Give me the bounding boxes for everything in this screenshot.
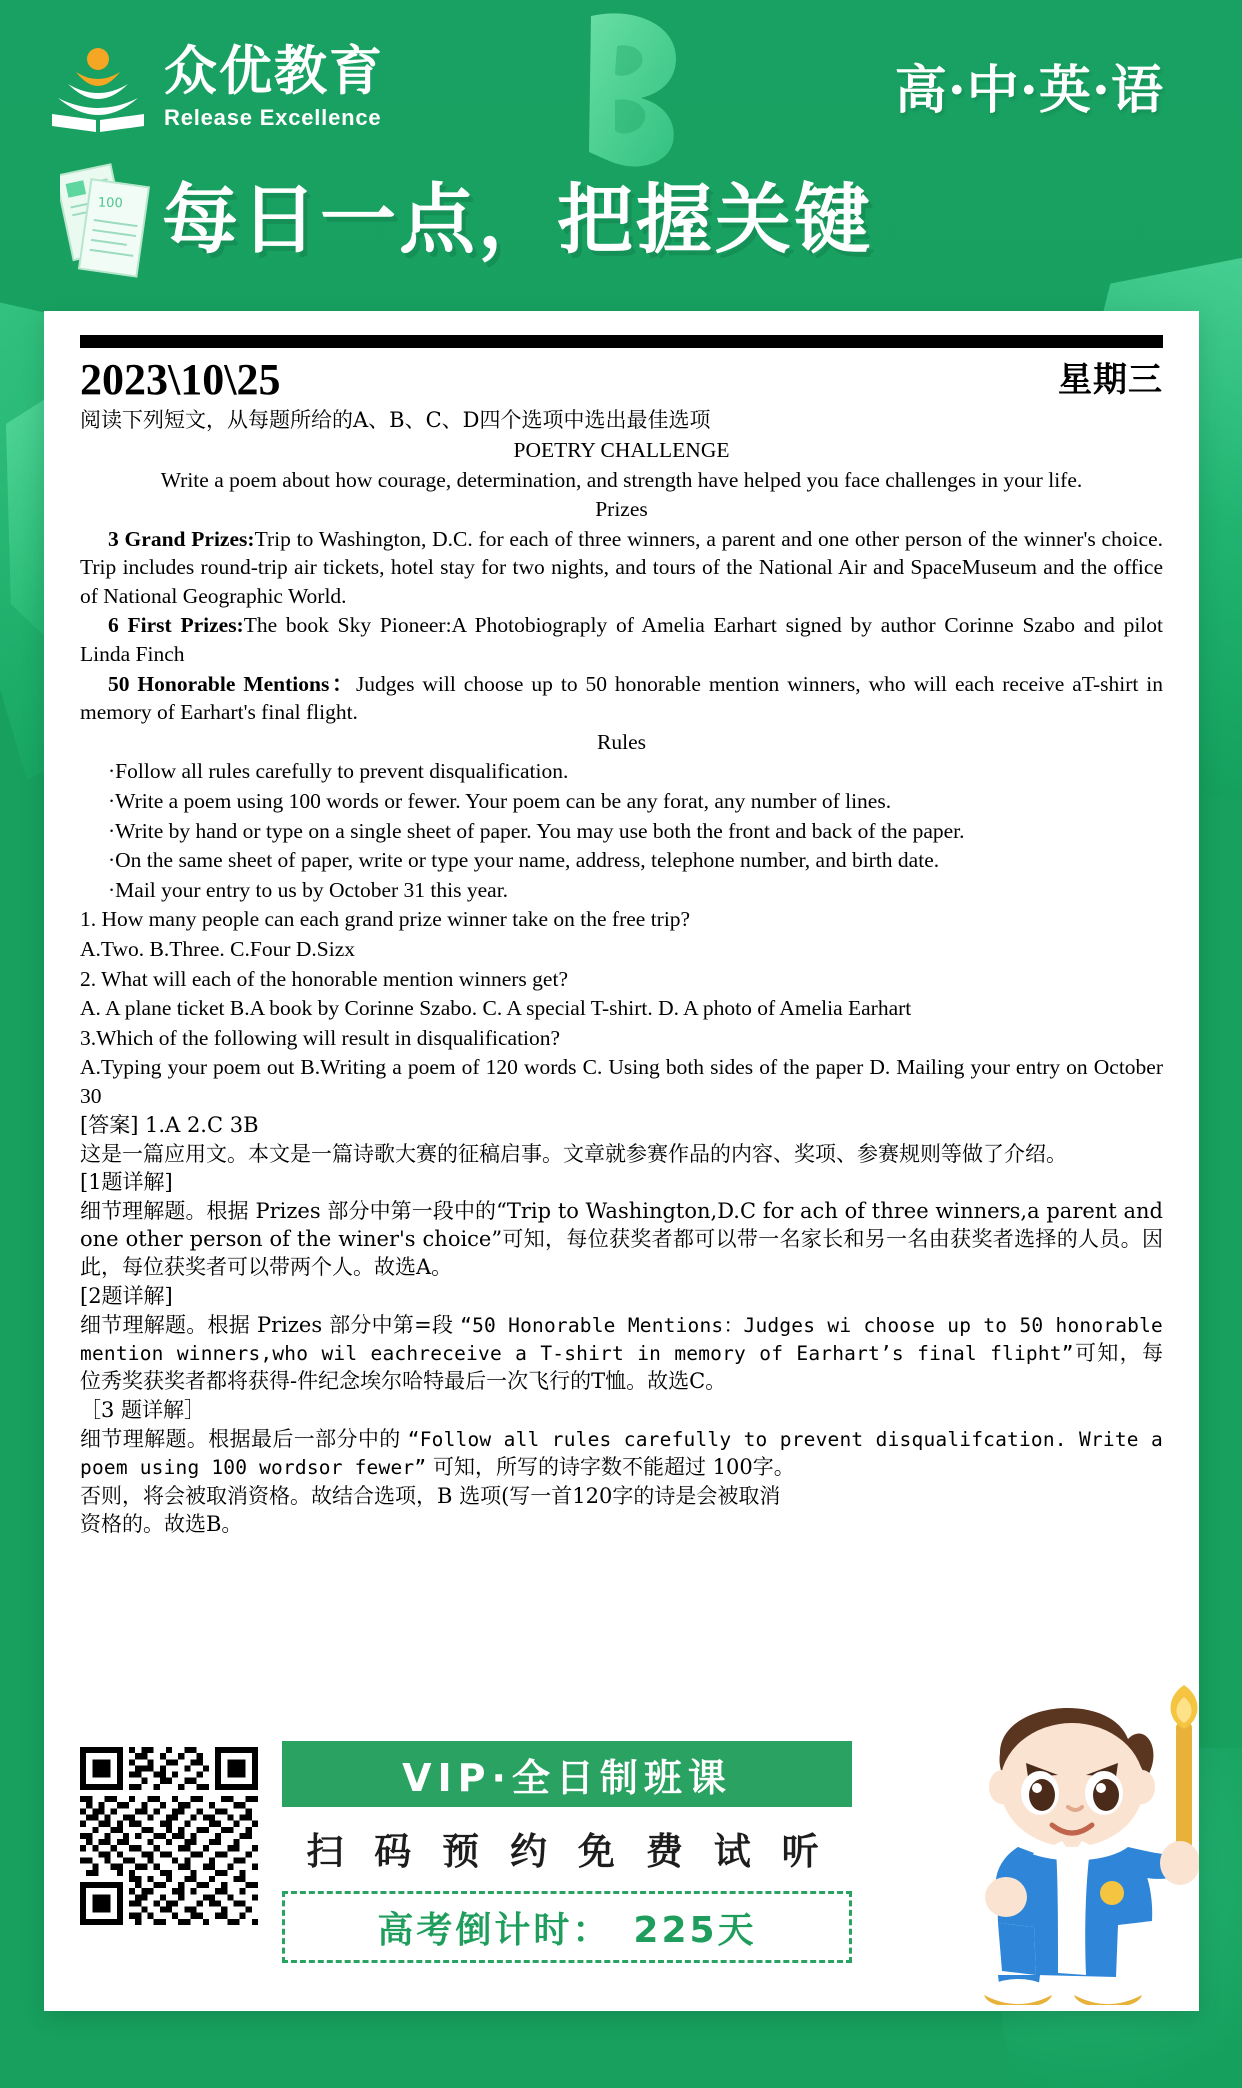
passage-title: POETRY CHALLENGE xyxy=(513,437,730,462)
vip-label: VIP·全日制班课 xyxy=(402,1755,732,1800)
explanation-body: 细节理解题。根据 Prizes 部分中第一段中的“Trip to Washington,D.C for ach of three winners,a parent and one other person of the winer's choice”可知，每位获奖者都可以带一名家长和另一名由获奖者选择的人员。因此，每位获奖者可以带两个人。故选A。 xyxy=(80,1199,1163,1280)
brand-name-cn: 众优教育 xyxy=(164,41,384,102)
rule-item: ·On the same sheet of paper, write or type your name, address, telephone number, and birth date. xyxy=(108,848,940,873)
countdown-days: 225天 xyxy=(633,1909,757,1951)
prize-grand-text: Trip to Washington, D.C. for each of three winners, a parent and one other person of the winner's choice. Trip includes round-trip air tickets, hotel stay for two nights, and tours of the National Air and SpaceMuseum and the office of National Geographic World. xyxy=(80,526,1163,608)
slogan-text: 每日一点，把握关键 xyxy=(162,175,873,264)
explanation-title: [2题详解] xyxy=(80,1284,173,1309)
rule-item: ·Write a poem using 100 words or fewer. Your poem can be any forat, any number of lines. xyxy=(108,789,892,814)
explanation-suffix: 可知，所写的诗字数不能超过 100字。 xyxy=(432,1454,795,1479)
explanation-quote: “Follow all rules carefully to prevent disqualifcation. Write a poem using 100 wordsor fewer” xyxy=(80,1427,1163,1479)
question-options: A.Typing your poem out B.Writing a poem of 120 words C. Using both sides of the paper D. Mailing your entry on October 30 xyxy=(80,1055,1163,1108)
prize-item-first xyxy=(80,611,1163,668)
badge-letter-b-icon xyxy=(545,8,695,168)
brand-tagline-en: Release Excellence xyxy=(164,105,382,130)
rule-item: ·Write by hand or type on a single sheet of paper. You may use both the front and back of the paper. xyxy=(108,818,965,843)
date-label: 2023\10\25 xyxy=(80,355,281,404)
explanation-prefix: 细节理解题。根据最后一部分中的 xyxy=(80,1426,401,1451)
promo-footer xyxy=(80,1741,1160,1971)
countdown-label: 高考倒计时： xyxy=(377,1909,612,1951)
prize-honorable-text: Judges will choose up to 50 honorable mention winners, who will each receive aT-shirt in memory of Earhart's final flight. xyxy=(80,671,1163,725)
book-lamp-logo-icon xyxy=(46,42,150,134)
prizes-heading: Prizes xyxy=(595,497,648,522)
worksheet-card xyxy=(44,311,1199,2011)
prize-first-text: The book Sky Pioneer:A Photobiograply of Amelia Earhart signed by author Corinne Szabo and pilot Linda Finch xyxy=(80,613,1163,667)
prize-item-honorable xyxy=(80,670,1163,727)
explanation-tail-line: 否则，将会被取消资格。故结合选项，B 选项(写一首120字的诗是会被取消 xyxy=(80,1483,781,1508)
slogan-block xyxy=(60,160,873,280)
rule-item: ·Mail your entry to us by October 31 this year. xyxy=(108,877,509,902)
subject-title: 高·中·英·语 xyxy=(894,60,1164,121)
instruction-line: 阅读下列短文，从每题所给的A、B、C、D四个选项中选出最佳选项 xyxy=(80,408,711,432)
page-header xyxy=(0,0,1242,310)
explanation-title: ［3 题详解］ xyxy=(80,1397,206,1422)
explanation-suffix: 可知，每位秀奖获奖者都将获得-件纪念埃尔哈特最后一次飞行的T恤。故选C。 xyxy=(80,1340,1163,1393)
svg-text:100: 100 xyxy=(97,195,123,212)
question-stem: 3.Which of the following will result in disqualification? xyxy=(80,1025,561,1050)
question-options: A.Two. B.Three. C.Four D.Sizx xyxy=(80,937,355,962)
explanation-body xyxy=(80,1312,1163,1396)
prize-first-label: 6 First Prizes: xyxy=(108,613,244,638)
weekday-label: 星期三 xyxy=(1058,360,1163,400)
promo-text-block xyxy=(282,1741,852,1963)
passage-lead: Write a poem about how courage, determination, and strength have helped you face challenges in your life. xyxy=(160,467,1083,492)
prize-grand-label: 3 Grand Prizes: xyxy=(108,526,255,551)
explanation-tail-line: 资格的。故选B。 xyxy=(80,1512,243,1537)
question-stem: 2. What will each of the honorable mention winners get? xyxy=(80,966,568,991)
explanation-body xyxy=(80,1426,1163,1482)
gaokao-countdown xyxy=(282,1891,852,1963)
paper-sheets-icon xyxy=(60,160,156,280)
date-row xyxy=(74,348,1169,405)
scan-cta-label: 扫 码 预 约 免 费 试 听 xyxy=(306,1830,828,1873)
brand-logo xyxy=(46,42,384,134)
mascot-student-icon xyxy=(940,1675,1199,2005)
passage-summary: 这是一篇应用文。本文是一篇诗歌大赛的征稿启事。文章就参赛作品的内容、奖项、参赛规则等做了介绍。 xyxy=(80,1141,1067,1166)
vip-banner[interactable] xyxy=(282,1741,852,1807)
qr-code[interactable] xyxy=(80,1747,258,1925)
explanation-title: [1题详解] xyxy=(80,1170,173,1195)
top-rule-divider xyxy=(80,335,1163,348)
explanation-prefix: 细节理解题。根据 Prizes 部分中第=段 xyxy=(80,1313,454,1338)
worksheet-body xyxy=(74,405,1169,1539)
rules-heading: Rules xyxy=(597,729,646,754)
prize-item-grand xyxy=(80,525,1163,611)
explanation-quote: “50 Honorable Mentions：Judges wi choose up to 50 honorable mention winners,who wil eachreceive a T-shirt in memory of Earhart’s final flipht” xyxy=(80,1314,1163,1365)
question-options: A. A plane ticket B.A book by Corinne Szabo. C. A special T-shirt. D. A photo of Amelia Earhart xyxy=(80,996,912,1021)
prize-honorable-label: 50 Honorable Mentions： xyxy=(108,671,356,696)
answer-key: [答案] 1.A 2.C 3B xyxy=(80,1112,259,1137)
rule-item: ·Follow all rules carefully to prevent disqualification. xyxy=(108,759,569,784)
question-stem: 1. How many people can each grand prize winner take on the free trip? xyxy=(80,907,691,932)
